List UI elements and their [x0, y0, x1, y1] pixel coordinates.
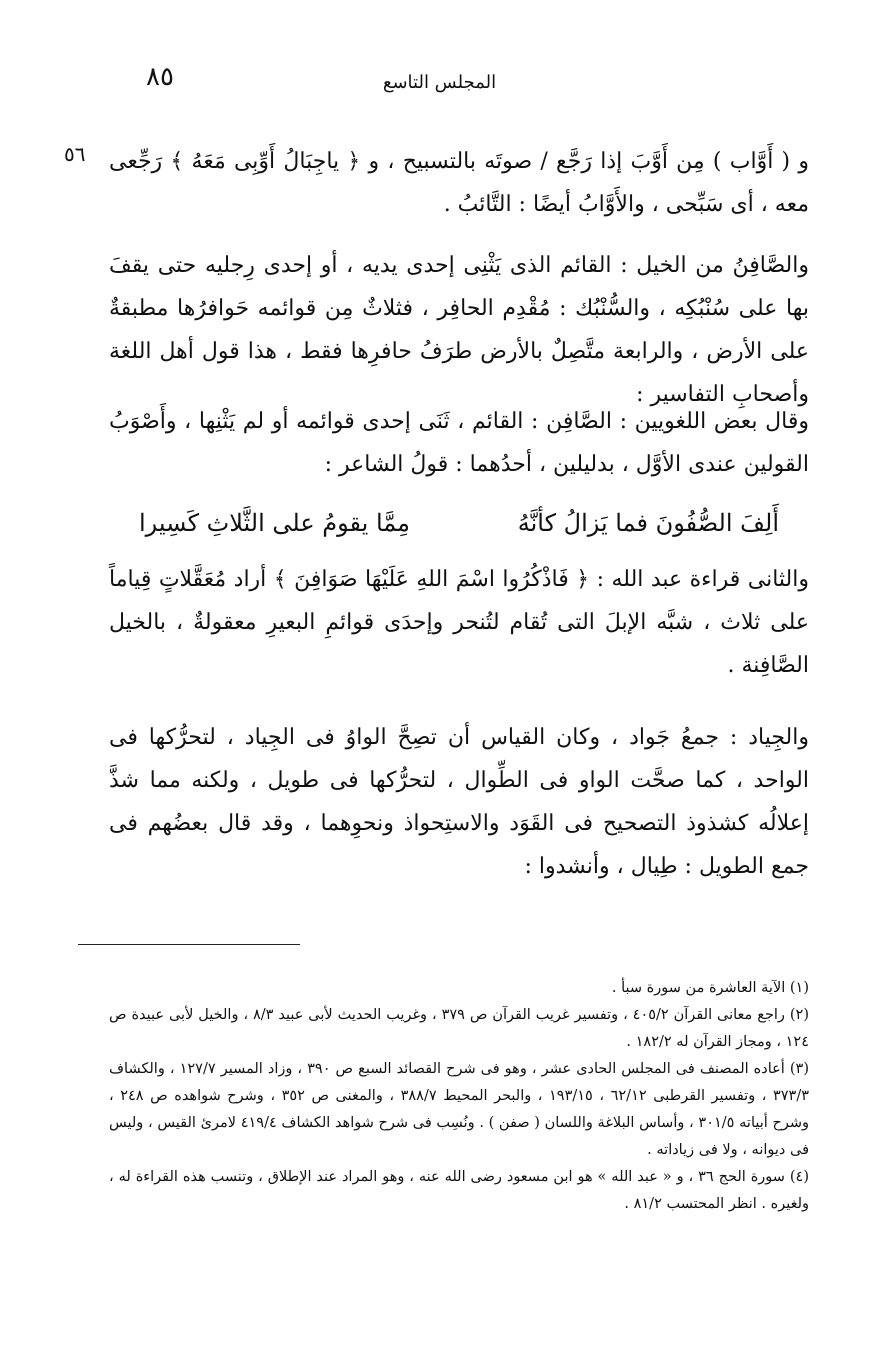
paragraph-safin — [109, 244, 809, 416]
verse-first-hemistich: أَلِفَ الصُّفُونَ فما يَزالُ كأنَّهُ — [517, 509, 779, 537]
footnotes — [109, 975, 809, 1218]
paragraph-text: والثانى قراءة عبد الله : ﴿ فَاذْكُرُوا اسْمَ اللهِ عَلَيْهَا صَوَافِنَ ﴾ أراد مُعَقَّلاتٍ قِياماً على ثلاث ، شبَّه الإبلَ التى تُقام لتُنحر وإحدَى قوائمِ البعيرِ معقولةٌ ، بالخيل الصَّافِنة . — [109, 567, 809, 678]
running-head: المجلس التاسع — [382, 72, 497, 93]
paragraph-text: والجِياد : جمعُ جَواد ، وكان القياس أن تصِحَّ الواوُ فى الجِياد ، لتحرُّكها فى الواحد ، كما صحَّت الواو فى الطِّوال ، لتحرُّكها فى طويل ، ولكنه مما شذَّ إعلالُه كشذوذ التصحيح فى القَوَد والاستِحواذ ونحوِهما ، وقد قال بعضُهم فى جمع الطويل : طِيال ، وأنشدوا : — [109, 725, 809, 879]
paragraph-jiyad — [109, 716, 809, 888]
poetry-verse — [139, 495, 779, 551]
footnote-4: (٤) سورة الحج ٣٦ ، و « عبد الله » هو ابن مسعود رضى الله عنه ، وهو المراد عند الإطلاق ، وتنسب هذه القراءة له ، ولغيره . انظر المحتسب ٨١/٢ . — [109, 1169, 809, 1212]
paragraph-text: والصَّافِنُ من الخيل : القائم الذى يَثْنِى إحدى يديه ، أو إحدى رِجليه حتى يقفَ بها على سُنْبُكِه ، والسُّنْبُك : مُقْدِم الحافِر ، فثلاثٌ مِن قوائمه حَوافرُها مطبقةٌ على الأرض ، والرابعة متَّصِلٌ بالأرض طرَفُ حافرِها فقط ، هذا قول أهل اللغة وأصحابِ التفاسير : — [109, 253, 809, 407]
paragraph-reading — [109, 558, 809, 687]
page-number: ٨٥ — [146, 62, 174, 92]
footnote-2: (٢) راجع معانى القرآن ٤٠٥/٢ ، وتفسير غريب القرآن ص ٣٧٩ ، وغريب الحديث لأبى عبيد ٨/٣ ، والخيل لأبى عبيدة ص ١٢٤ ، ومجاز القرآن له ١٨٢/٢ . — [109, 1007, 809, 1050]
verse-second-hemistich: مِمَّا يقومُ على الثَّلاثِ كَسِيرا — [139, 509, 411, 537]
paragraph-awwab — [109, 140, 809, 226]
paragraph-linguists — [109, 400, 809, 486]
footnote-1: (١) الآية العاشرة من سورة سبأ . — [611, 980, 809, 996]
paragraph-text: و ( أَوَّاب ) مِن أَوَّبَ إذا رَجَّع / صوتَه بالتسبيح ، و ﴿ ياجِبَالُ أَوِّبِى مَعَهُ ﴾ رَجِّعى معه ، أى سَبِّحى ، والأَوَّابُ أيضًا : التَّائبُ . — [109, 149, 809, 217]
footnote-3: (٣) أعاده المصنف فى المجلس الحادى عشر ، وهو فى شرح القصائد السبع ص ٣٩٠ ، وزاد المسير ١٢٧/٧ ، والكشاف ٣٧٣/٣ ، وتفسير القرطبى ٦٢/١٢ ، ١٩٣/١٥ ، والبحر المحيط ٣٨٨/٧ ، والمغنى ص ٣٥٢ ، وشرح شواهده ص ٢٤٨ ، وشرح أبياته ٣٠١/٥ ، وأساس البلاغة واللسان ( صفن ) . ونُسِب فى شرح شواهد الكشاف ٤١٩/٤ لامرئ القيس ، وليس فى ديوانه ، ولا فى زياداته . — [109, 1061, 810, 1158]
margin-line-number: ٥٦ — [64, 142, 86, 166]
paragraph-text: وقال بعض اللغويين : الصَّافِن : القائم ، ثَنَى إحدى قوائمه أو لم يَثْنِها ، وأَصْوَبُ القولين عندى الأوَّل ، بدليلين ، أحدُهما : قولُ الشاعر : — [109, 409, 809, 477]
footnote-separator — [78, 944, 300, 945]
